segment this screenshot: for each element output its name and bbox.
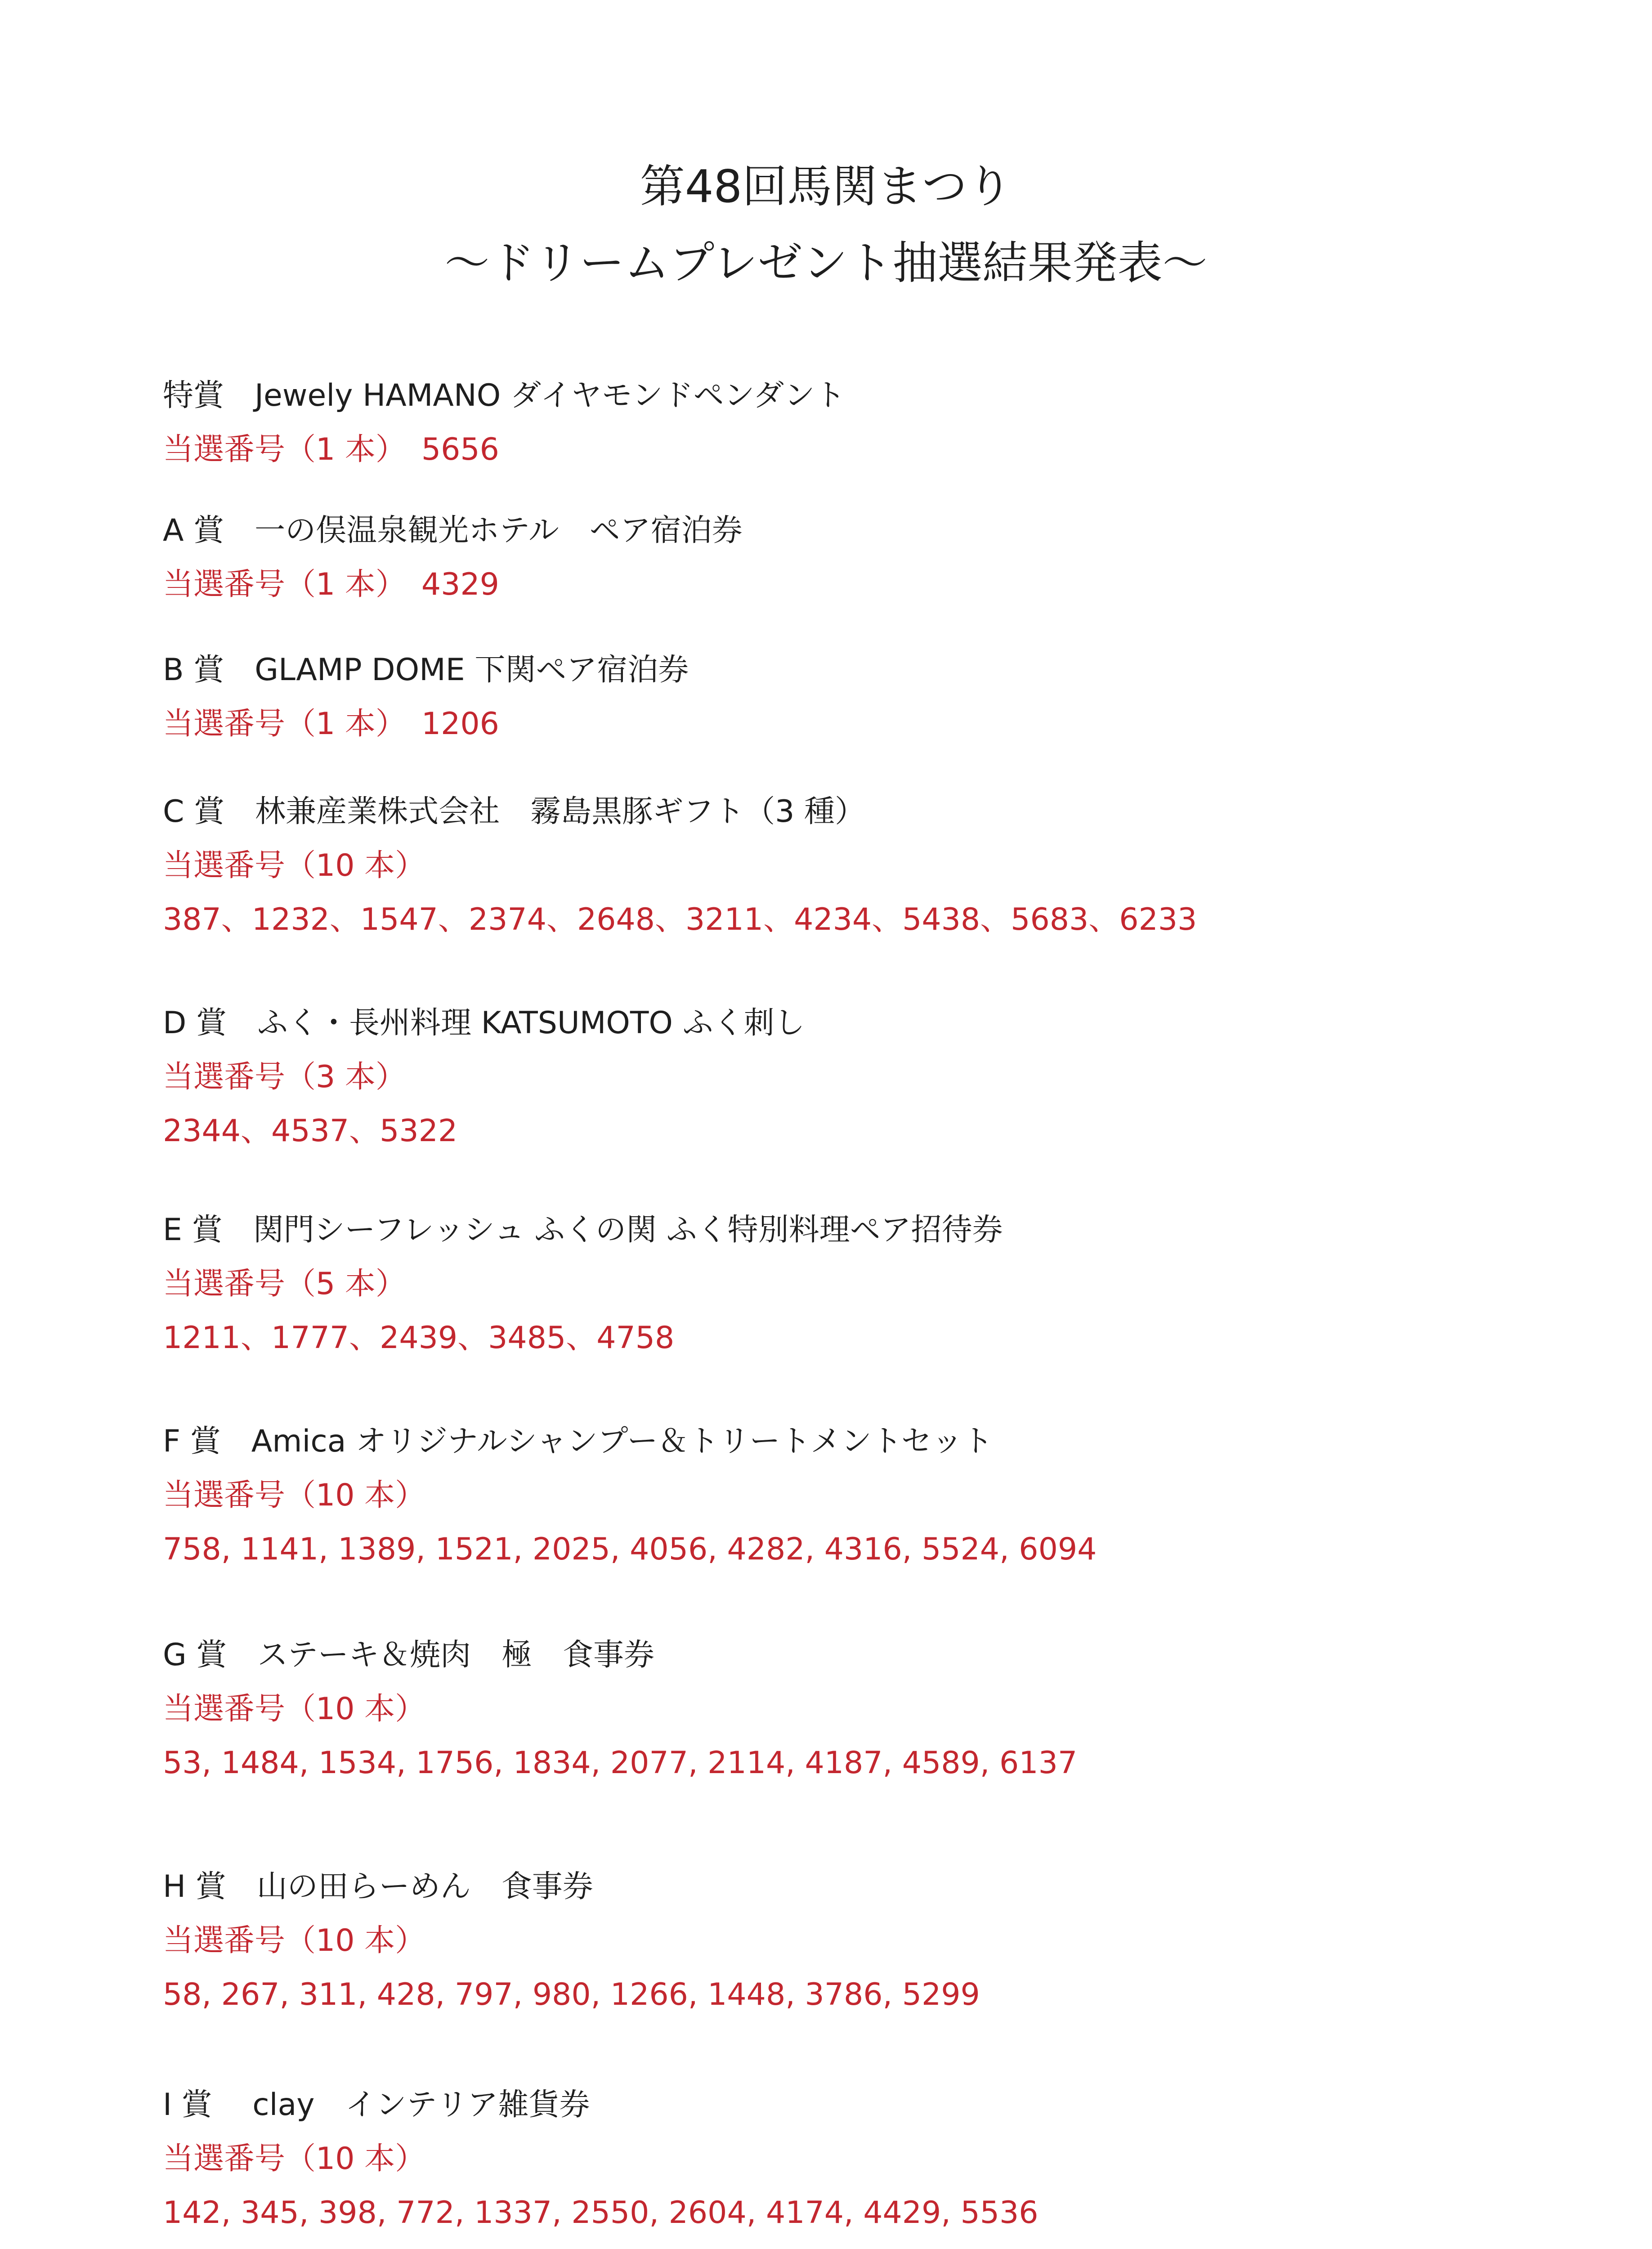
winning-numbers: 58, 267, 311, 428, 797, 980, 1266, 1448, 3786, 5299 (163, 1977, 980, 2012)
page-title: 第48回馬関まつり (640, 160, 1012, 213)
page-subtitle: 〜ドリームプレゼント抽選結果発表〜 (444, 237, 1208, 289)
winning-numbers: 758, 1141, 1389, 1521, 2025, 4056, 4282, 4316, 5524, 6094 (163, 1532, 1097, 1567)
winning-numbers: 1211、1777、2439、3485、4758 (163, 1320, 675, 1356)
prize-b (163, 643, 1557, 751)
winning-number-label: 当選番号（10 本） (163, 848, 426, 883)
winning-number-label: 当選番号（3 本） (163, 1059, 406, 1095)
prize-name: E 賞 関門シーフレッシュ ふくの関 ふく特別料理ペア招待券 (163, 1212, 1003, 1248)
prize-h (163, 1860, 1557, 2022)
winning-number-label: 当選番号（1 本） 1206 (163, 706, 499, 742)
prize-i (163, 2078, 1557, 2240)
winning-number-label: 当選番号（10 本） (163, 1691, 426, 1727)
winning-number-label: 当選番号（1 本） 5656 (163, 432, 499, 467)
winning-numbers: 142, 345, 398, 772, 1337, 2550, 2604, 4174, 4429, 5536 (163, 2195, 1039, 2231)
prize-g (163, 1628, 1557, 1790)
prize-name: C 賞 林兼産業株式会社 霧島黒豚ギフト（3 種） (163, 794, 865, 829)
winning-numbers: 2344、4537、5322 (163, 1113, 458, 1149)
prize-name: G 賞 ステーキ＆焼肉 極 食事券 (163, 1637, 654, 1673)
winning-number-label: 当選番号（10 本） (163, 1923, 426, 1958)
winning-numbers: 387、1232、1547、2374、2648、3211、4234、5438、5683、6233 (163, 902, 1197, 937)
title-block (0, 148, 1652, 301)
prize-e (163, 1203, 1557, 1365)
prize-special (163, 369, 1557, 477)
prize-name: B 賞 GLAMP DOME 下関ペア宿泊券 (163, 652, 689, 688)
winning-numbers: 53, 1484, 1534, 1756, 1834, 2077, 2114, 4187, 4589, 6137 (163, 1745, 1078, 1781)
prize-name: 特賞 Jewely HAMANO ダイヤモンドペンダント (163, 378, 846, 413)
prize-name: H 賞 山の田らーめん 食事券 (163, 1869, 593, 1904)
winning-number-label: 当選番号（10 本） (163, 2141, 426, 2177)
prize-a (163, 504, 1557, 612)
prize-name: I 賞 clay インテリア雑貨券 (163, 2087, 590, 2123)
prize-name: D 賞 ふく・長州料理 KATSUMOTO ふく刺し (163, 1005, 805, 1041)
winning-number-label: 当選番号（10 本） (163, 1478, 426, 1513)
prize-name: A 賞 一の俣温泉観光ホテル ペア宿泊券 (163, 513, 743, 548)
prize-name: F 賞 Amica オリジナルシャンプー＆トリートメントセット (163, 1424, 993, 1459)
winning-number-label: 当選番号（1 本） 4329 (163, 567, 499, 602)
prize-d (163, 996, 1557, 1158)
prize-c (163, 785, 1557, 947)
winning-number-label: 当選番号（5 本） (163, 1266, 406, 1302)
prize-f (163, 1415, 1557, 1577)
